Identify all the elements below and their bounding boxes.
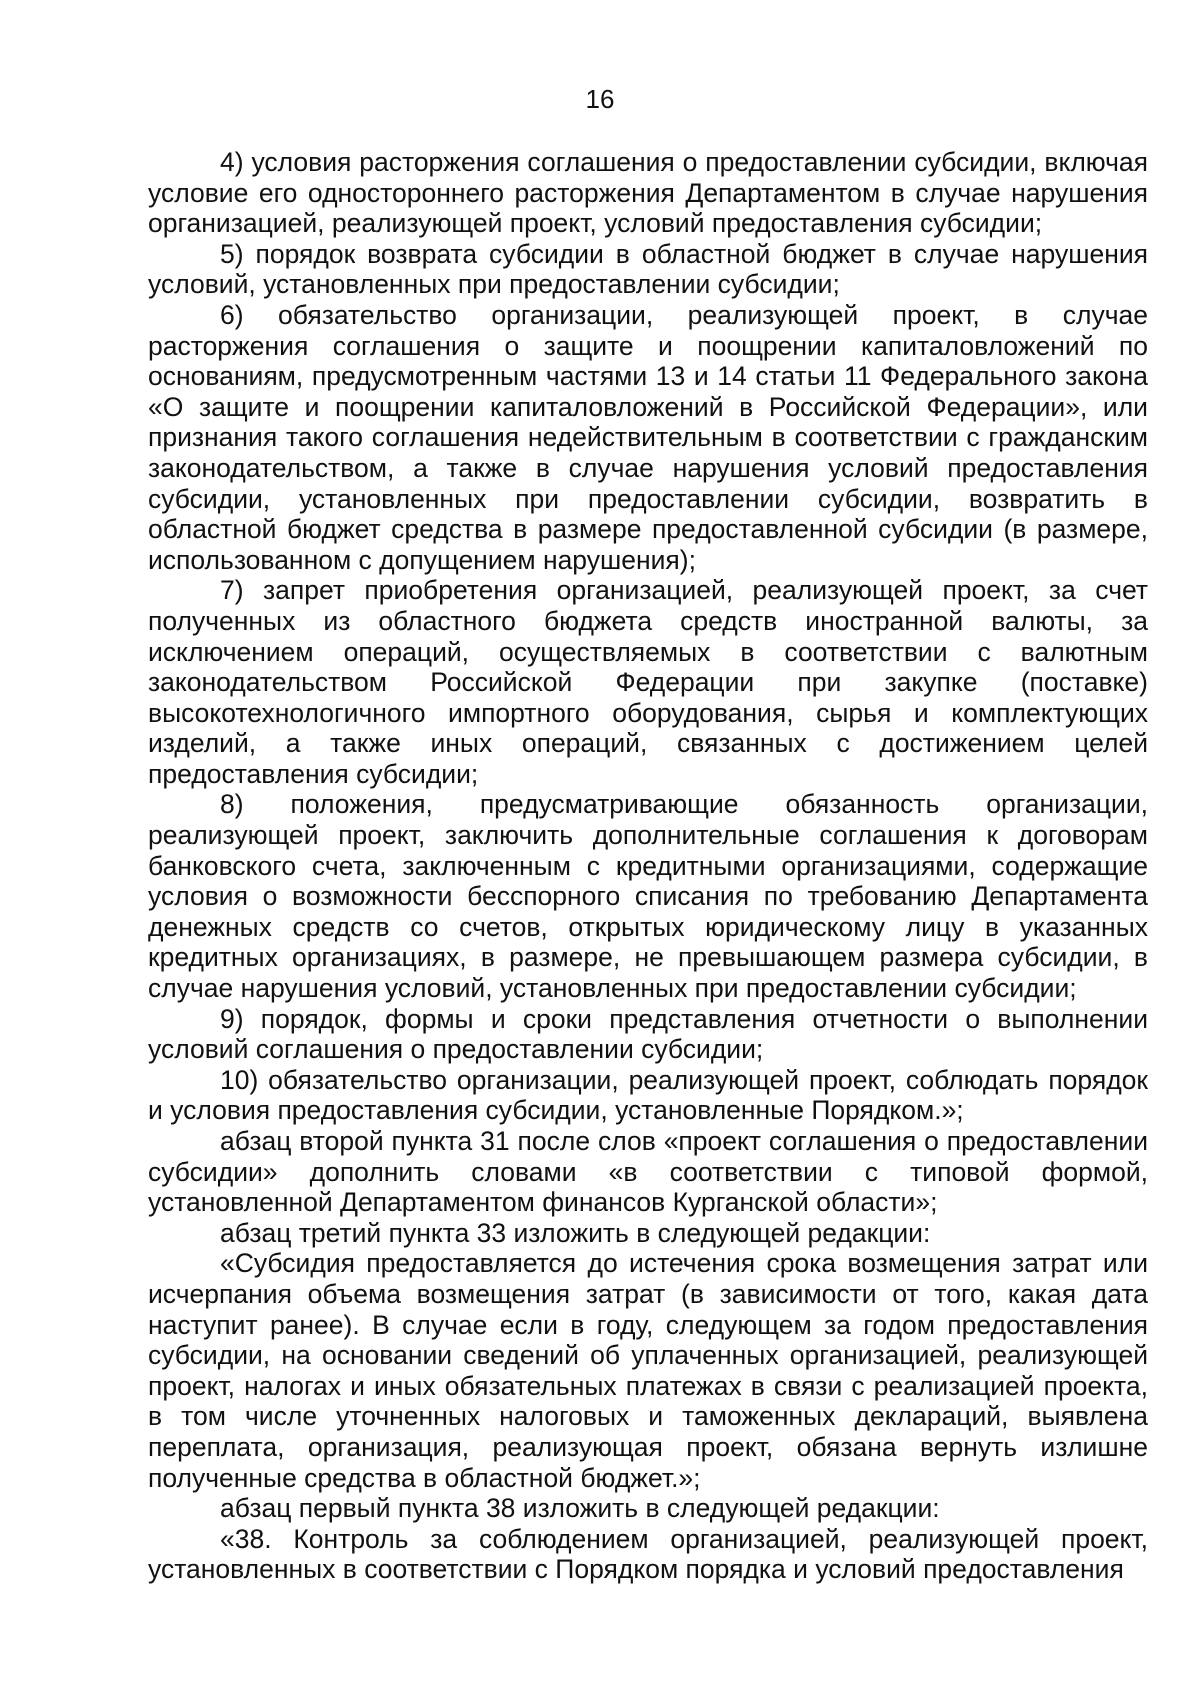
document-body — [148, 147, 1148, 1585]
paragraph-amendment-38-text: «38. Контроль за соблюдением организацией, реализующей проект, установленных в соответствии с Порядком порядка и условий предоставления — [148, 1523, 1148, 1585]
paragraph-amendment-31: абзац второй пункта 31 после слов «проект соглашения о предоставлении субсидии» дополнить словами «в соответствии с типовой формой, установленной Департаментом финансов Курганской области»; — [148, 1126, 1148, 1218]
paragraph-item-6: 6) обязательство организации, реализующей проект, в случае расторжения соглашения о защите и поощрении капиталовложений по основаниям, предусмотренным частями 13 и 14 статьи 11 Федерального закона «О защите и поощрении капиталовложений в Российской Федерации», или признания такого соглашения недействительным в соответствии с гражданским законодательством, а также в случае нарушения условий предоставления субсидии, установленных при предоставлении субсидии, возвратить в областной бюджет средства в размере предоставленной субсидии (в размере, использованном с допущением нарушения); — [148, 299, 1148, 575]
paragraph-amendment-33-text: «Субсидия предоставляется до истечения срока возмещения затрат или исчерпания объема возмещения затрат (в зависимости от того, какая дата наступит ранее). В случае если в году, следующем за годом предоставления субсидии, на основании сведений об уплаченных организацией, реализующей проект, налогах и иных обязательных платежах в связи с реализацией проекта, в том числе уточненных налоговых и таможенных деклараций, выявлена переплата, организация, реализующая проект, обязана вернуть излишне полученные средства в областной бюджет.»; — [148, 1248, 1148, 1493]
paragraph-amendment-33-intro: абзац третий пункта 33 изложить в следующей редакции: — [220, 1217, 931, 1248]
paragraph-item-9: 9) порядок, формы и сроки представления отчетности о выполнении условий соглашения о предоставлении субсидии; — [148, 1003, 1148, 1065]
paragraph-item-10: 10) обязательство организации, реализующей проект, соблюдать порядок и условия предоставления субсидии, установленные Порядком.»; — [148, 1064, 1148, 1126]
paragraph-amendment-38-intro: абзац первый пункта 38 изложить в следующей редакции: — [220, 1493, 940, 1524]
paragraph-item-7: 7) запрет приобретения организацией, реализующей проект, за счет полученных из областного бюджета средств иностранной валюты, за исключением операций, осуществляемых в соответствии с валютным законодательством Российской Федерации при закупке (поставке) высокотехнологичного импортного оборудования, сырья и комплектующих изделий, а также иных операций, связанных с достижением целей предоставления субсидии; — [148, 575, 1148, 789]
paragraph-item-8: 8) положения, предусматривающие обязанность организации, реализующей проект, заключить дополнительные соглашения к договорам банковского счета, заключенным с кредитными организациями, содержащие условия о возможности бесспорного списания по требованию Департамента денежных средств со счетов, открытых юридическому лицу в указанных кредитных организациях, в размере, не превышающем размера субсидии, в случае нарушения условий, установленных при предоставлении субсидии; — [148, 789, 1148, 1004]
paragraph-item-4: 4) условия расторжения соглашения о предоставлении субсидии, включая условие его одностороннего расторжения Департаментом в случае нарушения организацией, реализующей проект, условий предоставления субсидии; — [148, 147, 1148, 239]
paragraph-item-5: 5) порядок возврата субсидии в областной бюджет в случае нарушения условий, установленных при предоставлении субсидии; — [148, 238, 1148, 300]
page-number: 16 — [585, 84, 615, 114]
